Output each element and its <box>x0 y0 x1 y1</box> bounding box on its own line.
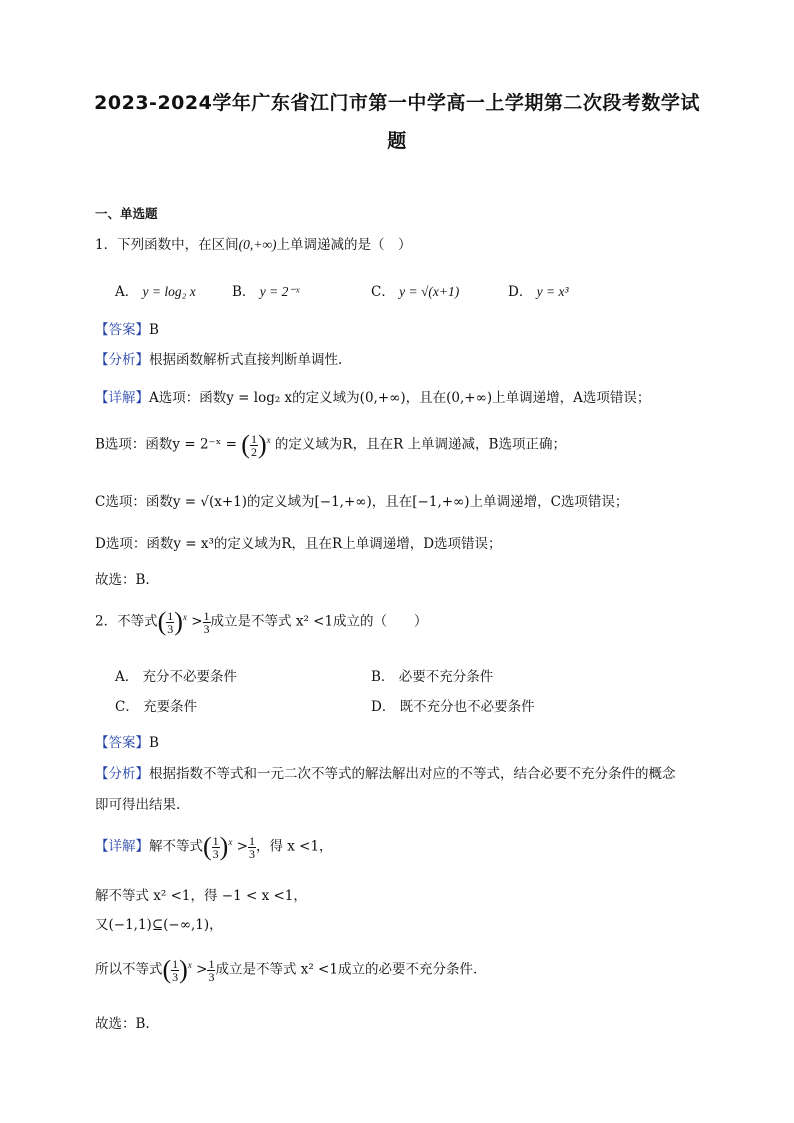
q2-detail-4: 所以不等式( $\frac{1}{3}$ )$^x$ > $\frac{1}{3}$ 成立是不等式 x² <1成立的必要不充分条件. <box>95 955 478 984</box>
q2-analysis-l2: 即可得出结果. <box>95 797 181 813</box>
q1-conclusion: 故选：B. <box>95 572 150 588</box>
q1-detail-a: 【详解】A选项：函数y = log₂ x的定义域为(0,+∞)，且在(0,+∞)上单调递增，A选项错误； <box>95 390 651 406</box>
q1-option-b: B． y = 2⁻ˣ <box>232 284 300 300</box>
q2-detail-1: 【详解】解不等式( $\frac{1}{3}$ )$^x$ > $\frac{1}{3}$ ，得 x <1， <box>95 832 333 861</box>
q1-detail-c: C选项：函数y = √(x+1)的定义域为[−1,+∞)，且在[−1,+∞)上单调递增，C选项错误； <box>95 494 629 510</box>
q1-detail-b-fraction: $\frac{1}{2}$ <box>250 431 257 459</box>
q2-answer: 【答案】B <box>95 735 159 751</box>
q2-stem: 2．不等式( $\frac{1}{3}$ )$^x$ > $\frac{1}{3}$ 成立是不等式 x² <1成立的（ ） <box>95 607 428 636</box>
q1-answer: 【答案】B <box>95 322 159 338</box>
document-title <box>80 84 714 160</box>
q2-option-d: D． 既不充分也不必要条件 <box>371 699 535 715</box>
q2-option-c: C． 充要条件 <box>115 699 198 715</box>
q1-option-a: A． y = log₂ x <box>115 284 196 300</box>
title-line-1: 2023-2024学年广东省江门市第一中学高一上学期第二次段考数学试 <box>94 92 700 114</box>
q1-option-c: C． y = √(x+1) <box>371 284 460 300</box>
q1-option-d: D． y = x³ <box>508 284 569 300</box>
q2-option-a: A． 充分不必要条件 <box>115 669 238 685</box>
q2-analysis-l1: 【分析】根据指数不等式和一元二次不等式的解法解出对应的不等式，结合必要不充分条件的概念 <box>95 766 676 782</box>
q1-stem-post: 上单调递减的是（ ） <box>276 237 412 253</box>
q2-stem-fraction: $\frac{1}{3}$ <box>167 608 174 636</box>
title-line-2: 题 <box>387 130 407 152</box>
q1-stem-pre: 1．下列函数中，在区间 <box>95 237 239 253</box>
q2-detail-3: 又(−1,1)⊆(−∞,1)， <box>95 917 223 933</box>
q2-detail-2: 解不等式 x² <1，得 −1 < x <1， <box>95 888 307 904</box>
q2-option-b: B． 必要不充分条件 <box>371 669 494 685</box>
q1-analysis: 【分析】根据函数解析式直接判断单调性. <box>95 352 343 368</box>
q1-interval: (0,+∞) <box>238 237 277 252</box>
section-heading: 一、单选题 <box>95 206 158 221</box>
q1-detail-d: D选项：函数y = x³的定义域为R，且在R上单调递增，D选项错误； <box>95 536 502 552</box>
q2-conclusion: 故选：B. <box>95 1016 150 1032</box>
q1-stem <box>95 233 411 253</box>
q1-detail-b: B选项：函数y = 2⁻ˣ = ( $\frac{1}{2}$ )$^x$ 的定义域为R，且在R 上单调递减，B选项正确； <box>95 430 566 459</box>
